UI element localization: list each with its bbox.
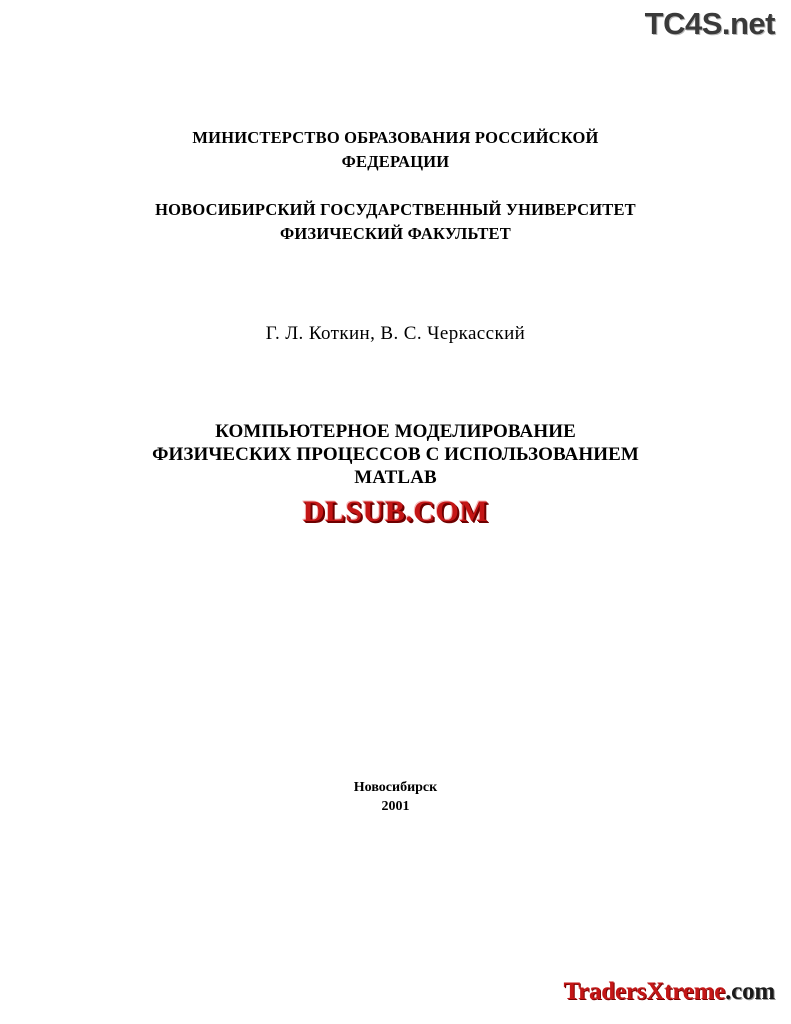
title-line-2: ФИЗИЧЕСКИХ ПРОЦЕССОВ С ИСПОЛЬЗОВАНИЕМ xyxy=(152,444,639,465)
institution-line-2: ФЕДЕРАЦИИ xyxy=(341,152,450,171)
institution-spacer xyxy=(0,174,791,198)
institution-block xyxy=(0,126,791,246)
imprint-year: 2001 xyxy=(381,799,410,814)
institution-line-4: ФИЗИЧЕСКИЙ ФАКУЛЬТЕТ xyxy=(280,224,511,243)
watermark-bottom-red: TradersXtreme xyxy=(563,978,726,1005)
authors: Г. Л. Коткин, В. С. Черкасский xyxy=(265,323,526,344)
watermark-bottom-dark: .com xyxy=(725,978,775,1005)
page-title xyxy=(0,420,791,489)
imprint-block xyxy=(0,778,791,816)
institution-line-1: МИНИСТЕРСТВО ОБРАЗОВАНИЯ РОССИЙСКОЙ xyxy=(192,128,599,147)
watermark-bottom-right xyxy=(563,978,775,1006)
imprint-city: Новосибирск xyxy=(353,780,438,795)
watermark-stamp: DLSUB.COM xyxy=(291,489,500,533)
watermark-top-right: TC4S.net xyxy=(644,6,775,41)
institution-line-3: НОВОСИБИРСКИЙ ГОСУДАРСТВЕННЫЙ УНИВЕРСИТЕТ xyxy=(155,200,636,219)
title-line-3: MATLAB xyxy=(354,467,437,488)
title-line-1: КОМПЬЮТЕРНОЕ МОДЕЛИРОВАНИЕ xyxy=(215,421,576,442)
